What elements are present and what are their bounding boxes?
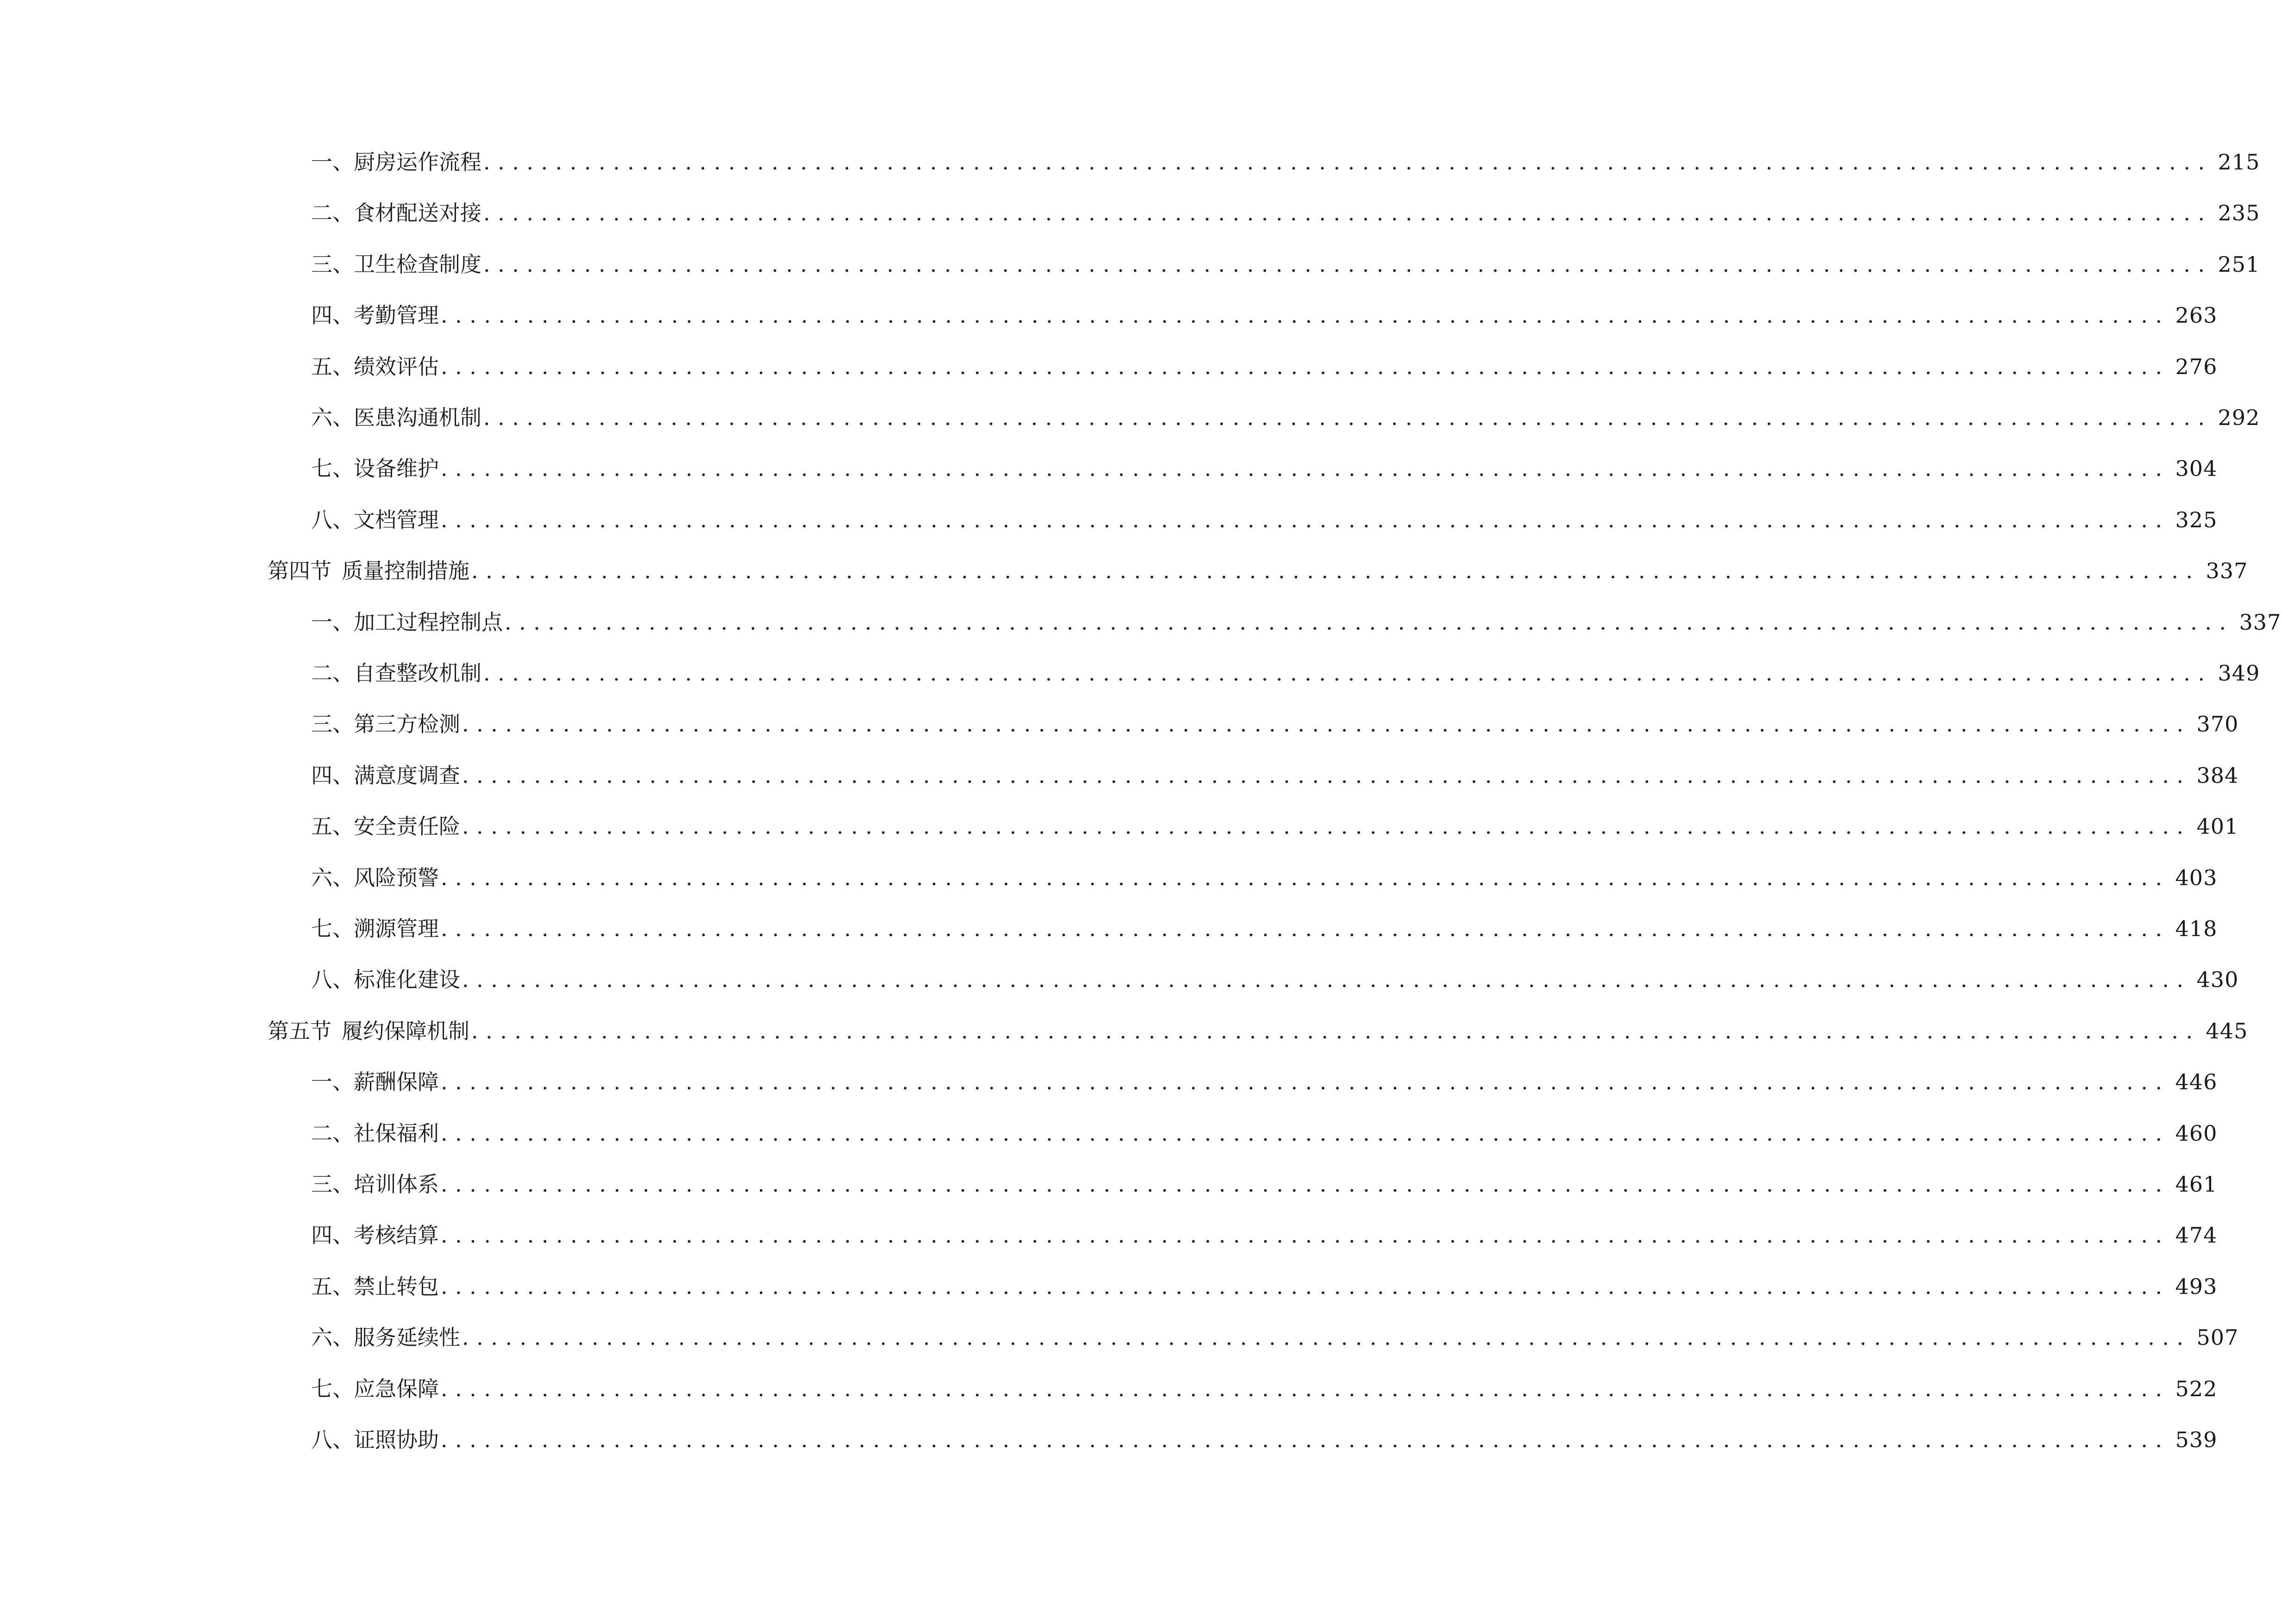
toc-entry-title: 食材配送对接 bbox=[354, 200, 481, 225]
toc-item-entry[interactable] bbox=[311, 1268, 2218, 1305]
toc-entry-title: 第三方检测 bbox=[354, 712, 460, 737]
toc-entry-page-number: 292 bbox=[2218, 405, 2260, 430]
toc-entry-title: 标准化建设 bbox=[354, 967, 460, 992]
dot-leader: ........................................................................................................................ bbox=[462, 814, 2191, 839]
dot-leader: ........................................................................................................................ bbox=[471, 558, 2200, 583]
toc-entry-number: 三、 bbox=[311, 712, 354, 737]
toc-entry-page-number: 384 bbox=[2196, 763, 2239, 788]
toc-entry-number: 四、 bbox=[311, 1223, 354, 1248]
dot-leader: ........................................................................................................................ bbox=[483, 252, 2212, 277]
toc-entry-number: 六、 bbox=[311, 1325, 354, 1350]
toc-entry-page-number: 430 bbox=[2196, 967, 2239, 992]
toc-item-entry[interactable] bbox=[311, 1217, 2218, 1254]
toc-entry-title: 设备维护 bbox=[354, 456, 439, 481]
dot-leader: ........................................................................................................................ bbox=[441, 1223, 2170, 1248]
toc-entry-title: 溯源管理 bbox=[354, 916, 439, 941]
toc-entry-number: 二、 bbox=[311, 661, 354, 686]
toc-entry-title: 医患沟通机制 bbox=[354, 405, 481, 430]
toc-entry-title: 厨房运作流程 bbox=[354, 150, 481, 175]
toc-entry-title: 服务延续性 bbox=[354, 1325, 460, 1350]
toc-item-entry[interactable] bbox=[311, 348, 2218, 385]
toc-entry-number: 七、 bbox=[311, 916, 354, 941]
toc-entry-page-number: 337 bbox=[2239, 610, 2281, 635]
toc-entry-number: 五、 bbox=[311, 814, 354, 839]
toc-entry-title: 质量控制措施 bbox=[342, 558, 469, 583]
toc-entry-number: 二、 bbox=[311, 200, 354, 225]
toc-entry-page-number: 445 bbox=[2206, 1018, 2248, 1043]
toc-entry-number: 二、 bbox=[311, 1121, 354, 1146]
toc-entry-title: 绩效评估 bbox=[354, 354, 439, 379]
toc-item-entry[interactable] bbox=[311, 246, 2260, 283]
toc-item-entry[interactable] bbox=[311, 399, 2260, 436]
toc-entry-page-number: 539 bbox=[2175, 1427, 2218, 1452]
toc-item-entry[interactable] bbox=[311, 604, 2281, 641]
toc-entry-page-number: 460 bbox=[2175, 1121, 2218, 1146]
toc-entry-title: 培训体系 bbox=[354, 1172, 439, 1197]
toc-entry-page-number: 403 bbox=[2175, 865, 2218, 890]
toc-entry-page-number: 349 bbox=[2218, 661, 2260, 686]
toc-entry-page-number: 507 bbox=[2196, 1325, 2239, 1350]
toc-entry-page-number: 461 bbox=[2175, 1172, 2218, 1197]
dot-leader: ........................................................................................................................ bbox=[441, 916, 2170, 941]
toc-entry-title: 应急保障 bbox=[354, 1376, 439, 1401]
dot-leader: ........................................................................................................................ bbox=[505, 610, 2234, 635]
toc-entry-number: 三、 bbox=[311, 252, 354, 277]
toc-item-entry[interactable] bbox=[311, 297, 2218, 334]
toc-item-entry[interactable] bbox=[311, 757, 2239, 794]
dot-leader: ........................................................................................................................ bbox=[441, 354, 2170, 379]
toc-entry-page-number: 215 bbox=[2218, 150, 2260, 175]
dot-leader: ........................................................................................................................ bbox=[483, 405, 2212, 430]
toc-entry-title: 证照协助 bbox=[354, 1427, 439, 1452]
toc-item-entry[interactable] bbox=[311, 144, 2260, 181]
toc-entry-number: 七、 bbox=[311, 1376, 354, 1401]
dot-leader: ........................................................................................................................ bbox=[462, 967, 2191, 992]
toc-entry-title: 社保福利 bbox=[354, 1121, 439, 1146]
dot-leader: ........................................................................................................................ bbox=[483, 200, 2212, 225]
toc-entry-number: 五、 bbox=[311, 1274, 354, 1299]
toc-item-entry[interactable] bbox=[311, 706, 2239, 743]
toc-entry-page-number: 446 bbox=[2175, 1069, 2218, 1094]
toc-entry-number: 五、 bbox=[311, 354, 354, 379]
dot-leader: ........................................................................................................................ bbox=[441, 507, 2170, 532]
dot-leader: ........................................................................................................................ bbox=[441, 1069, 2170, 1094]
toc-entry-title: 安全责任险 bbox=[354, 814, 460, 839]
toc-entry-title: 文档管理 bbox=[354, 507, 439, 532]
dot-leader: ........................................................................................................................ bbox=[462, 763, 2191, 788]
toc-entry-number: 三、 bbox=[311, 1172, 354, 1197]
toc-entry-page-number: 493 bbox=[2175, 1274, 2218, 1299]
toc-entry-title: 薪酬保障 bbox=[354, 1069, 439, 1094]
toc-item-entry[interactable] bbox=[311, 1166, 2218, 1203]
toc-entry-number: 一、 bbox=[311, 150, 354, 175]
toc-entry-page-number: 401 bbox=[2196, 814, 2239, 839]
dot-leader: ........................................................................................................................ bbox=[441, 456, 2170, 481]
toc-section-entry[interactable] bbox=[268, 552, 2248, 589]
dot-leader: ........................................................................................................................ bbox=[441, 303, 2170, 328]
toc-entry-number: 八、 bbox=[311, 967, 354, 992]
toc-item-entry[interactable] bbox=[311, 859, 2218, 896]
toc-item-entry[interactable] bbox=[311, 655, 2260, 692]
toc-item-entry[interactable] bbox=[311, 1115, 2218, 1152]
toc-entry-page-number: 370 bbox=[2196, 712, 2239, 737]
dot-leader: ........................................................................................................................ bbox=[462, 712, 2191, 737]
toc-entry-title: 满意度调查 bbox=[354, 763, 460, 788]
toc-entry-page-number: 263 bbox=[2175, 303, 2218, 328]
toc-item-entry[interactable] bbox=[311, 501, 2218, 538]
toc-entry-number: 七、 bbox=[311, 456, 354, 481]
toc-entry-title: 加工过程控制点 bbox=[354, 610, 503, 635]
toc-item-entry[interactable] bbox=[311, 1319, 2239, 1356]
toc-section-entry[interactable] bbox=[268, 1012, 2248, 1049]
dot-leader: ........................................................................................................................ bbox=[483, 661, 2212, 686]
dot-leader: ........................................................................................................................ bbox=[462, 1325, 2191, 1350]
toc-entry-number: 第四节 bbox=[268, 558, 331, 583]
toc-entry-number: 八、 bbox=[311, 507, 354, 532]
toc-entry-title: 风险预警 bbox=[354, 865, 439, 890]
toc-entry-page-number: 522 bbox=[2175, 1376, 2218, 1401]
toc-entry-title: 考核结算 bbox=[354, 1223, 439, 1248]
toc-entry-page-number: 251 bbox=[2218, 252, 2260, 277]
dot-leader: ........................................................................................................................ bbox=[471, 1018, 2200, 1043]
toc-entry-page-number: 418 bbox=[2175, 916, 2218, 941]
toc-entry-title: 自查整改机制 bbox=[354, 661, 481, 686]
dot-leader: ........................................................................................................................ bbox=[441, 1274, 2170, 1299]
toc-entry-title: 卫生检查制度 bbox=[354, 252, 481, 277]
toc-entry-number: 八、 bbox=[311, 1427, 354, 1452]
toc-item-entry[interactable] bbox=[311, 1063, 2218, 1100]
toc-item-entry[interactable] bbox=[311, 961, 2239, 998]
dot-leader: ........................................................................................................................ bbox=[483, 150, 2212, 175]
dot-leader: ........................................................................................................................ bbox=[441, 1376, 2170, 1401]
toc-entry-number: 一、 bbox=[311, 1069, 354, 1094]
toc-entry-page-number: 337 bbox=[2206, 558, 2248, 583]
dot-leader: ........................................................................................................................ bbox=[441, 1427, 2170, 1452]
toc-entry-page-number: 474 bbox=[2175, 1223, 2218, 1248]
toc-entry-number: 一、 bbox=[311, 610, 354, 635]
toc-item-entry[interactable] bbox=[311, 1370, 2218, 1407]
toc-entry-number: 四、 bbox=[311, 763, 354, 788]
toc-entry-title: 禁止转包 bbox=[354, 1274, 439, 1299]
toc-item-entry[interactable] bbox=[311, 1421, 2218, 1458]
dot-leader: ........................................................................................................................ bbox=[441, 865, 2170, 890]
toc-item-entry[interactable] bbox=[311, 194, 2260, 231]
toc-entry-page-number: 325 bbox=[2175, 507, 2218, 532]
toc-entry-page-number: 304 bbox=[2175, 456, 2218, 481]
toc-item-entry[interactable] bbox=[311, 450, 2218, 487]
dot-leader: ........................................................................................................................ bbox=[441, 1121, 2170, 1146]
toc-item-entry[interactable] bbox=[311, 910, 2218, 947]
toc-entry-title: 考勤管理 bbox=[354, 303, 439, 328]
toc-entry-page-number: 235 bbox=[2218, 200, 2260, 225]
toc-entry-number: 六、 bbox=[311, 405, 354, 430]
toc-entry-number: 四、 bbox=[311, 303, 354, 328]
toc-entry-title: 履约保障机制 bbox=[342, 1018, 469, 1043]
dot-leader: ........................................................................................................................ bbox=[441, 1172, 2170, 1197]
toc-entry-number: 第五节 bbox=[268, 1018, 331, 1043]
toc-entry-number: 六、 bbox=[311, 865, 354, 890]
toc-entry-page-number: 276 bbox=[2175, 354, 2218, 379]
toc-item-entry[interactable] bbox=[311, 808, 2239, 845]
